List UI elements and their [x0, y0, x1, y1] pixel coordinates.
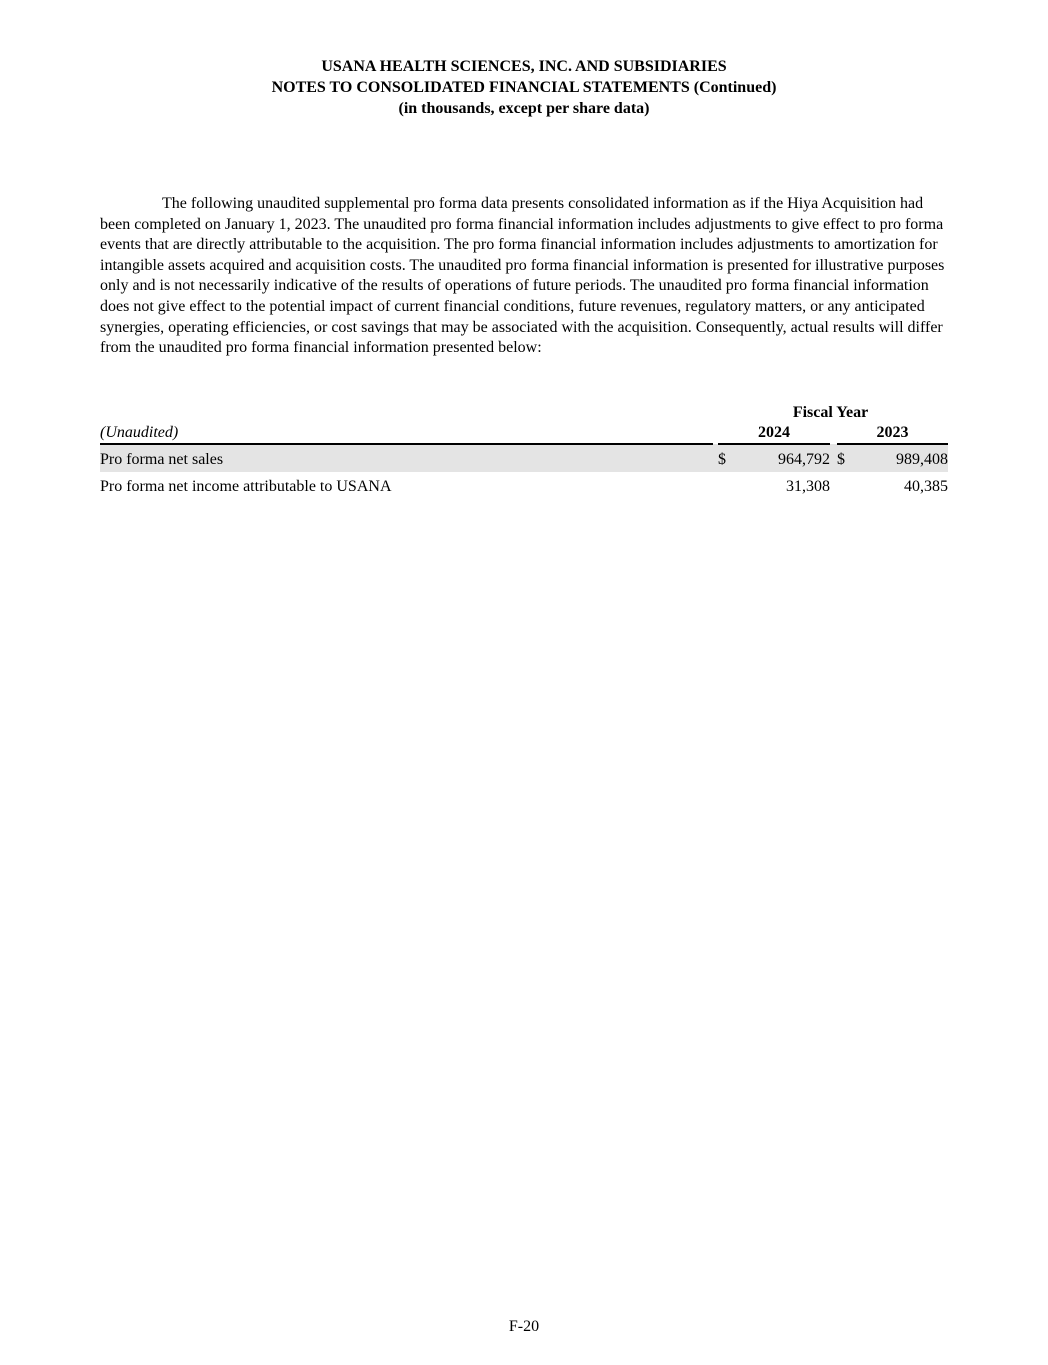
column-header-2023: 2023: [837, 423, 948, 444]
row-label: Pro forma net income attributable to USANA: [100, 478, 392, 495]
value-2023: 989,408: [859, 444, 948, 472]
body-paragraph: The following unaudited supplemental pro forma data presents consolidated information as if the Hiya Acquisition had been completed on January 1, 2023. The unaudited pro forma financial information includes adjustments to give effect to pro forma events that are directly attributable to the acquisition. The pro forma financial information includes adjustments to amortization for intangible assets acquired and acquisition costs. The unaudited pro forma financial information is presented for illustrative purposes only and is not necessarily indicative of the results of operations of future periods. The unaudited pro forma financial information does not give effect to the potential impact of current financial conditions, future revenues, regulatory matters, or any anticipated synergies, operating efficiencies, or cost savings that may be associated with the acquisition. Consequently, actual results will differ from the unaudited pro forma financial information presented below:: [100, 195, 945, 357]
table-group-header-row: [100, 403, 948, 423]
unaudited-label: (Unaudited): [100, 423, 713, 444]
value-2024: 31,308: [786, 478, 830, 495]
units-note: (in thousands, except per share data): [398, 100, 650, 117]
gap-cell: [830, 444, 837, 472]
pro-forma-table: [100, 403, 948, 499]
gap-cell: [830, 423, 837, 444]
currency-symbol: $: [837, 444, 859, 472]
page-number: F-20: [508, 1318, 540, 1335]
currency-symbol-empty: [837, 472, 859, 499]
company-title: USANA HEALTH SCIENCES, INC. AND SUBSIDIARIES: [321, 58, 727, 75]
column-header-2024: 2024: [718, 423, 830, 444]
fiscal-year-header: Fiscal Year: [792, 404, 869, 421]
table-row-net-income: [100, 472, 948, 499]
table-row-net-sales: [100, 444, 948, 472]
table-column-header-row: [100, 423, 948, 444]
statement-title: NOTES TO CONSOLIDATED FINANCIAL STATEMENTS (Continued): [271, 79, 777, 96]
document-header: [0, 56, 1048, 119]
row-label: Pro forma net sales: [100, 444, 713, 472]
value-2024: 964,792: [740, 444, 830, 472]
value-2023: 40,385: [904, 478, 949, 495]
empty-cell: [100, 403, 713, 423]
currency-symbol: $: [718, 444, 740, 472]
currency-symbol-empty: [718, 472, 740, 499]
gap-cell: [830, 472, 837, 499]
